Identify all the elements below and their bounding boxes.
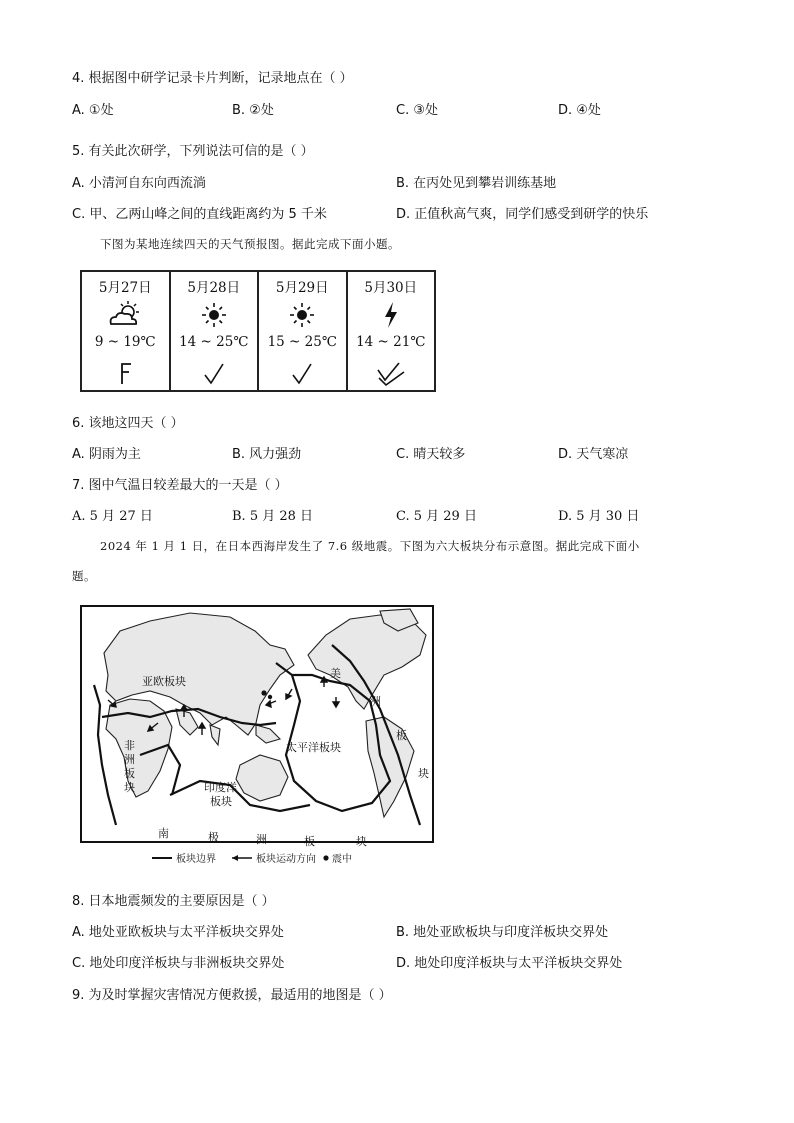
label-america-2: 洲	[370, 695, 381, 708]
weather-date: 5月27日	[98, 280, 152, 296]
q9-stem: 9. 为及时掌握灾害情况方便救援，最适用的地图是（ ）	[72, 988, 392, 1003]
label-indian-1: 印度洋	[204, 781, 237, 794]
weather-forecast-table	[80, 270, 436, 392]
q7-option-d: D. 5 月 30 日	[558, 509, 640, 524]
q5-option-a: A. 小清河自东向西流淌	[72, 176, 206, 191]
q7-option-b: B. 5 月 28 日	[232, 509, 314, 524]
sun-icon	[259, 300, 346, 330]
q6-option-c: C. 晴天较多	[396, 447, 466, 462]
weather-day-3	[259, 272, 348, 390]
q7-stem: 7. 图中气温日较差最大的一天是（ ）	[72, 478, 288, 493]
label-antarctic-1: 南	[158, 827, 169, 840]
legend-direction-label: 板块运动方向	[256, 854, 316, 865]
wind-flag-icon	[82, 358, 169, 388]
label-indian-2: 板块	[210, 795, 232, 808]
label-america-3: 板	[396, 729, 407, 742]
check-icon	[259, 358, 346, 388]
six-plates-map	[80, 605, 434, 867]
q8-option-c: C. 地处印度洋板块与非洲板块交界处	[72, 956, 285, 971]
q6-option-d: D. 天气寒凉	[558, 447, 629, 462]
legend-arrow-head	[232, 855, 238, 861]
legend-epicenter-label: 震中	[332, 854, 352, 865]
q5-option-c: C. 甲、乙两山峰之间的直线距离约为 5 千米	[72, 207, 327, 222]
label-antarctic-4: 板	[304, 835, 315, 848]
double-check-icon	[348, 358, 435, 388]
map-legend	[152, 852, 352, 865]
weather-date: 5月30日	[364, 280, 418, 296]
q7-option-a: A. 5 月 27 日	[72, 509, 153, 524]
q4-stem: 4. 根据图中研学记录卡片判断，记录地点在（ ）	[72, 71, 353, 86]
label-america-4: 块	[418, 767, 429, 780]
label-eurasia-plate: 亚欧板块	[142, 675, 186, 688]
q8-option-a: A. 地处亚欧板块与太平洋板块交界处	[72, 925, 284, 940]
q5-option-d: D. 正值秋高气爽，同学们感受到研学的快乐	[396, 207, 649, 222]
label-africa-4: 块	[124, 781, 135, 794]
weather-temp: 14 ~ 25℃	[179, 334, 249, 350]
weather-date: 5月28日	[187, 280, 241, 296]
weather-date: 5月29日	[275, 280, 329, 296]
quake-intro-line1: 2024 年 1 月 1 日，在日本西海岸发生了 7.6 级地震。下图为六大板块分布示意图。据此完成下面小	[100, 539, 640, 553]
label-antarctic-3: 洲	[256, 833, 267, 846]
weather-temp: 9 ~ 19℃	[94, 334, 156, 350]
q8-option-b: B. 地处亚欧板块与印度洋板块交界处	[396, 925, 609, 940]
legend-boundary-label: 板块边界	[176, 854, 216, 865]
thunder-icon	[348, 300, 435, 330]
weather-temp: 15 ~ 25℃	[267, 334, 337, 350]
quake-intro-line2: 题。	[72, 569, 96, 583]
label-antarctic-5: 块	[356, 835, 367, 848]
label-africa-2: 洲	[124, 753, 135, 766]
q6-option-b: B. 风力强劲	[232, 447, 302, 462]
q6-option-a: A. 阴雨为主	[72, 447, 141, 462]
q4-option-a: A. ①处	[72, 103, 114, 118]
q5-stem: 5. 有关此次研学，下列说法可信的是（ ）	[72, 144, 314, 159]
q8-option-d: D. 地处印度洋板块与太平洋板块交界处	[396, 956, 623, 971]
q5-option-b: B. 在丙处见到攀岩训练基地	[396, 176, 557, 191]
weather-day-1	[82, 272, 171, 390]
legend-epicenter-dot	[323, 855, 328, 860]
check-icon	[171, 358, 258, 388]
q4-option-d: D. ④处	[558, 103, 601, 118]
q4-option-c: C. ③处	[396, 103, 438, 118]
weather-day-2	[171, 272, 260, 390]
q8-stem: 8. 日本地震频发的主要原因是（ ）	[72, 894, 275, 909]
label-america-1: 美	[330, 667, 341, 680]
label-africa-3: 板	[124, 767, 135, 780]
label-pacific-plate: 太平洋板块	[286, 741, 341, 754]
label-antarctic-2: 极	[208, 831, 219, 844]
weather-intro: 下图为某地连续四天的天气预报图。据此完成下面小题。	[100, 237, 400, 251]
q7-option-c: C. 5 月 29 日	[396, 509, 477, 524]
weather-temp: 14 ~ 21℃	[356, 334, 426, 350]
q4-option-b: B. ②处	[232, 103, 274, 118]
weather-day-4	[348, 272, 435, 390]
sun-icon	[171, 300, 258, 330]
q6-stem: 6. 该地这四天（ ）	[72, 416, 184, 431]
label-africa-1: 非	[124, 739, 135, 752]
partly-cloudy-sun-icon	[82, 300, 169, 330]
